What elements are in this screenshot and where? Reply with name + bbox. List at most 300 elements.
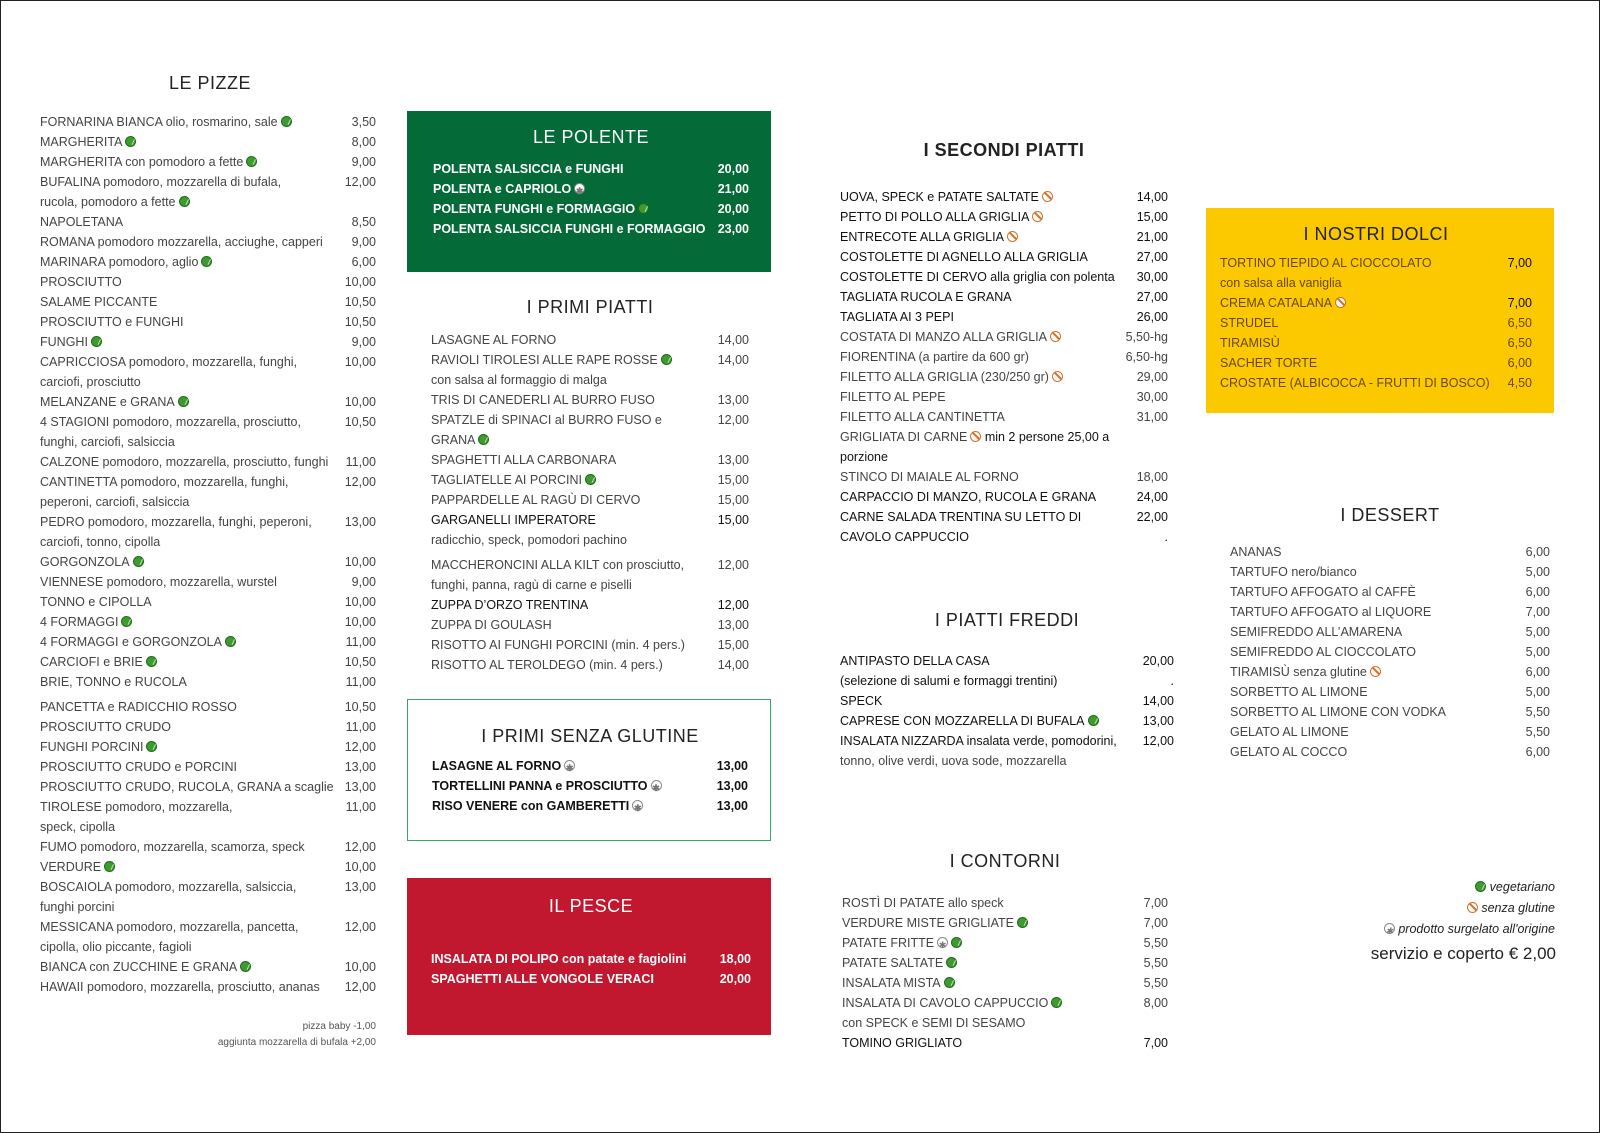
menu-item-name: PETTO DI POLLO ALLA GRIGLIA [840,207,1137,227]
primi-section [431,297,749,675]
vegetarian-icon [944,977,955,988]
menu-item [40,532,376,552]
menu-item [1220,273,1532,293]
menu-item [431,949,751,969]
menu-item-name: con SPECK e SEMI DI SESAMO [842,1016,1026,1030]
menu-item [40,332,376,352]
menu-item [1230,702,1550,722]
menu-item-price: 8,00 [1143,996,1168,1010]
menu-item-price: 24,00 [1136,490,1168,504]
menu-item-name: CANTINETTA pomodoro, mozzarella, funghi, [40,475,289,489]
menu-item-price: 12,00 [344,475,376,489]
menu-item-price: 13,00 [344,880,376,894]
vegetarian-icon [91,336,102,347]
menu-item-name: CALZONE pomodoro, mozzarella, prosciutto, funghi [40,455,329,469]
menu-item-name: PROSCIUTTO CRUDO [40,720,172,734]
menu-item-price: 13,00 [1142,714,1174,728]
menu-item-name: GELATO AL LIMONE [1230,725,1349,739]
menu-item [842,953,1168,973]
menu-item [40,672,376,692]
menu-item-name: SALAME PICCANTE [40,295,158,309]
legend-gf-label: senza glutine [1481,901,1555,915]
legend-veg-label: vegetariano [1489,880,1555,894]
menu-item-name: FIORENTINA (a partire da 600 gr) [840,350,1029,364]
menu-item-name: PEDRO pomodoro, mozzarella, funghi, peperoni, [40,515,312,529]
menu-item [431,510,749,530]
legend-gf [1340,898,1555,919]
menu-item [1220,353,1532,373]
menu-item-price: 13,00 [344,515,376,529]
menu-item-price: 6,00 [1525,545,1550,559]
menu-item [1230,722,1550,742]
menu-item [840,207,1168,227]
menu-item [40,612,376,632]
legend-frz-label: prodotto surgelato all'origine [1398,922,1555,936]
menu-item-price: 6,00 [1507,356,1532,370]
menu-item-name: UOVA, SPECK e PATATE SALTATE [840,187,1137,207]
menu-item-price: 20,00 [719,972,751,986]
menu-item [40,737,376,757]
menu-item-name: VERDURE [40,857,345,877]
menu-item-name: MARGHERITA con pomodoro a fette [40,152,352,172]
menu-item-name: TARTUFO nero/bianco [1230,565,1357,579]
menu-item-name: SPAGHETTI ALLE VONGOLE VERACI [431,972,654,986]
legend-frz [1340,919,1555,940]
menu-item-price: 12,00 [1142,734,1174,748]
menu-item [40,492,376,512]
pesce-list [431,949,751,989]
menu-item [840,487,1168,507]
menu-item-name: ANANAS [1230,545,1282,559]
contorni-list [842,893,1168,1053]
menu-item [842,1013,1168,1033]
menu-item [1230,662,1550,682]
menu-item [842,933,1168,953]
menu-item-name: SORBETTO AL LIMONE CON VODKA [1230,705,1447,719]
menu-item-name: cipolla, olio piccante, fagioli [40,940,192,954]
menu-item-name: FILETTO ALLA GRIGLIA (230/250 gr) [840,367,1137,387]
menu-item [1230,562,1550,582]
menu-item-price: 26,00 [1136,310,1168,324]
menu-item [40,512,376,532]
vegetarian-icon [951,937,962,948]
frozen-icon [632,800,643,811]
menu-item [840,711,1174,731]
menu-item-note: min 2 persone 25,00 a porzione [840,430,1110,464]
menu-item [432,796,748,816]
gluten-free-icon [1007,231,1018,242]
vegetarian-icon [146,656,157,667]
menu-item-name: TOMINO GRIGLIATO [842,1036,963,1050]
vegetarian-icon [946,957,957,968]
menu-item [40,757,376,777]
menu-item-name: COSTOLETTE DI AGNELLO ALLA GRIGLIA [840,250,1088,264]
gluten-free-icon [1042,191,1053,202]
menu-item-name: BUFALINA pomodoro, mozzarella di bufala, [40,175,282,189]
menu-item-name: INSALATA MISTA [842,973,1144,993]
menu-item-price: 5,00 [1525,625,1550,639]
menu-item-price: 15,00 [717,513,749,527]
menu-item-price: 15,00 [717,493,749,507]
menu-item [840,527,1168,547]
menu-item [40,372,376,392]
menu-item [1220,313,1532,333]
menu-item-price: 13,00 [717,453,749,467]
menu-item-name: con salsa alla vaniglia [1220,276,1342,290]
menu-item-name: PROSCIUTTO CRUDO e PORCINI [40,760,238,774]
menu-item-name: HAWAII pomodoro, mozzarella, prosciutto, ananas [40,980,320,994]
vegetarian-icon [179,196,190,207]
menu-item [433,159,749,179]
menu-item-price: 13,00 [344,780,376,794]
senza-title: I PRIMI SENZA GLUTINE [481,726,699,746]
menu-item [431,470,749,490]
menu-item [1230,542,1550,562]
menu-item-price: 12,00 [717,558,749,572]
menu-item [432,776,748,796]
menu-item-price: 6,50 [1507,316,1532,330]
menu-item [431,655,749,675]
vegetarian-icon [1017,917,1028,928]
menu-item [840,427,1168,467]
menu-item-name: STINCO DI MAIALE AL FORNO [840,470,1019,484]
menu-item [1220,293,1532,313]
menu-item-name: CAPRESE CON MOZZARELLA DI BUFALA [840,711,1143,731]
menu-item-name: TAGLIATELLE AI PORCINI [431,470,718,490]
menu-item [840,671,1174,691]
legend-veg [1340,877,1555,898]
menu-item-name: 4 FORMAGGI [40,612,345,632]
menu-item-price: 7,00 [1507,256,1532,270]
menu-item-name: INSALATA DI CAVOLO CAPPUCCIO [842,993,1144,1013]
menu-item-name: FUNGHI [40,332,352,352]
menu-item-name: FUMO pomodoro, mozzarella, scamorza, speck [40,840,305,854]
menu-item [40,212,376,232]
menu-item-name: SPECK [840,694,883,708]
menu-item-price: 29,00 [1136,370,1168,384]
menu-item [40,717,376,737]
menu-item [431,969,751,989]
vegetarian-icon [178,396,189,407]
menu-item [840,247,1168,267]
menu-item-price: 27,00 [1136,290,1168,304]
menu-item-price: 5,50 [1143,956,1168,970]
primi-title: I PRIMI PIATTI [526,297,654,317]
menu-item-name: POLENTA e CAPRIOLO✱ [433,179,718,199]
menu-item-name: INSALATA NIZZARDA insalata verde, pomodorini, [840,734,1117,748]
menu-item-price: 10,00 [344,960,376,974]
menu-item-price: 11,00 [345,720,376,734]
polente-box [407,111,771,272]
gluten-free-icon [970,431,981,442]
menu-item-name: FUNGHI PORCINI [40,737,345,757]
vegetarian-icon [1475,881,1486,892]
menu-item-name: SACHER TORTE [1220,356,1318,370]
menu-item [431,350,749,370]
note-bufala: aggiunta mozzarella di bufala +2,00 [217,1037,376,1048]
menu-item-price: 7,00 [1507,296,1532,310]
gluten-free-icon [1370,666,1381,677]
menu-item-price: 6,00 [1525,665,1550,679]
menu-item-name: POLENTA FUNGHI e FORMAGGIO [433,199,718,219]
menu-item [40,937,376,957]
menu-item [840,267,1168,287]
menu-item [40,232,376,252]
menu-item [1230,602,1550,622]
menu-item [431,615,749,635]
menu-item-name: FORNARINA BIANCA olio, rosmarino, sale [40,112,352,132]
gluten-free-icon [1467,902,1478,913]
menu-item-price: 15,00 [1136,210,1168,224]
frozen-icon [574,183,585,194]
menu-item [40,112,376,132]
pizze-notes [40,1019,376,1051]
menu-item [1230,742,1550,762]
menu-item-price: 7,00 [1143,1036,1168,1050]
menu-item-name: VERDURE MISTE GRIGLIATE [842,913,1144,933]
menu-item-price: 5,00 [1525,685,1550,699]
menu-item-name: TONNO e CIPOLLA [40,595,152,609]
pizze-section [40,73,376,1051]
menu-item-price: 3,50 [351,115,376,129]
menu-item-price: 5,50-hg [1125,330,1168,344]
menu-item-price: 11,00 [345,635,376,649]
vegetarian-icon [146,741,157,752]
menu-item-price: 18,00 [719,952,751,966]
menu-item-price: 10,00 [344,555,376,569]
menu-item-price: 10,00 [344,860,376,874]
menu-item [842,893,1168,913]
menu-item-price: 10,00 [344,395,376,409]
vegetarian-icon [201,256,212,267]
menu-item-price: 10,50 [344,315,376,329]
menu-item-name: MARINARA pomodoro, aglio [40,252,352,272]
menu-item-price: 5,00 [1525,565,1550,579]
menu-item-price: 21,00 [717,182,749,196]
menu-item-price: 12,00 [717,413,749,427]
frozen-icon [564,760,575,771]
menu-item [431,330,749,350]
menu-item [40,817,376,837]
menu-item [840,651,1174,671]
menu-item-price: 31,00 [1136,410,1168,424]
menu-item [431,450,749,470]
menu-item-name: TRIS DI CANEDERLI AL BURRO FUSO [431,393,655,407]
polente-list [433,159,749,239]
menu-item-name: VIENNESE pomodoro, mozzarella, wurstel [40,575,277,589]
menu-item [40,152,376,172]
menu-item-name: peperoni, carciofi, salsiccia [40,495,190,509]
menu-item [431,490,749,510]
menu-item-name: ANTIPASTO DELLA CASA [840,654,990,668]
menu-item-name: LASAGNE AL FORNO [431,333,557,347]
menu-item-price: 10,00 [344,275,376,289]
menu-item-price: 10,50 [344,700,376,714]
menu-item [840,327,1168,347]
menu-item-name: RISOTTO AL TEROLDEGO (min. 4 pers.) [431,658,663,672]
menu-item [40,272,376,292]
menu-item-name: SPAGHETTI ALLA CARBONARA [431,453,617,467]
menu-item-name: MARGHERITA [40,132,352,152]
menu-item-price: 6,00 [1525,585,1550,599]
menu-item [431,555,749,575]
dolci-list [1220,253,1532,393]
menu-item [842,1033,1168,1053]
menu-item [840,307,1168,327]
menu-item-price: 7,00 [1143,896,1168,910]
menu-item-name: funghi, carciofi, salsiccia [40,435,175,449]
menu-item-name: TIRAMISÙ [1220,336,1280,350]
vegetarian-icon [121,616,132,627]
menu-item-name: PROSCIUTTO CRUDO, RUCOLA, GRANA a scaglie [40,780,334,794]
menu-item-price: 11,00 [345,675,376,689]
vegetarian-icon [104,861,115,872]
menu-item [431,595,749,615]
menu-item-price: 12,00 [344,840,376,854]
menu-item-price: 30,00 [1136,270,1168,284]
menu-item-name: CARNE SALADA TRENTINA SU LETTO DI [840,510,1082,524]
menu-item [40,312,376,332]
menu-item [432,756,748,776]
menu-item-name: ENTRECOTE ALLA GRIGLIA [840,227,1137,247]
menu-item [840,691,1174,711]
menu-item [40,777,376,797]
menu-item-name: MELANZANE e GRANA [40,392,345,412]
menu-item-price: 4,50 [1507,376,1532,390]
menu-item-name: carciofi, prosciutto [40,375,141,389]
menu-item-price: 8,50 [351,215,376,229]
vegetarian-icon [478,434,489,445]
dessert-title: I DESSERT [1340,505,1440,525]
menu-item-name: SORBETTO AL LIMONE [1230,685,1368,699]
menu-item-price: . [1164,530,1168,544]
menu-item [40,432,376,452]
menu-item [840,751,1174,771]
freddi-section [840,610,1174,771]
menu-item-name: BIANCA con ZUCCHINE E GRANA [40,957,345,977]
menu-item-name: SPATZLE di SPINACI al BURRO FUSO e GRANA [431,413,662,447]
menu-item-name: carciofi, tonno, cipolla [40,535,161,549]
menu-item-price: 6,50-hg [1125,350,1168,364]
menu-item-price: 7,00 [1143,916,1168,930]
menu-item [433,219,749,239]
menu-item-price: 9,00 [351,335,376,349]
menu-item [431,575,749,595]
menu-item-price: 11,00 [345,800,376,814]
menu-item-name: funghi porcini [40,900,115,914]
menu-item [842,993,1168,1013]
menu-item-name: FILETTO AL PEPE [840,390,946,404]
menu-item-price: 9,00 [351,235,376,249]
senza-glutine-box [407,699,771,841]
menu-item [40,632,376,652]
pizze-title: LE PIZZE [168,73,252,93]
menu-item-price: 12,00 [344,175,376,189]
vegetarian-icon [240,961,251,972]
menu-item-price: 14,00 [1142,694,1174,708]
coperto-text: servizio e coperto € 2,00 [1370,944,1556,963]
menu-item [840,407,1168,427]
menu-item-price: 13,00 [717,393,749,407]
menu-item-price: 5,50 [1143,976,1168,990]
menu-item-name: COSTOLETTE DI CERVO alla griglia con polenta [840,270,1115,284]
menu-item-name: CROSTATE (ALBICOCCA - FRUTTI DI BOSCO) [1220,376,1490,390]
menu-item-price: 12,00 [344,740,376,754]
vegetarian-icon [1051,997,1062,1008]
menu-item-name: MESSICANA pomodoro, mozzarella, pancetta, [40,920,299,934]
menu-item [431,390,749,410]
menu-item-name: PROSCIUTTO [40,275,122,289]
menu-item-price: 10,00 [344,355,376,369]
menu-item-price: 9,00 [351,575,376,589]
vegetarian-icon [133,556,144,567]
menu-item-price: 5,50 [1525,725,1550,739]
menu-item-name: RISOTTO AI FUNGHI PORCINI (min. 4 pers.) [431,638,685,652]
menu-item [40,172,376,192]
dessert-section [1230,505,1550,762]
menu-item [840,227,1168,247]
menu-item [1230,682,1550,702]
menu-item-price: 20,00 [717,202,749,216]
contorni-section [842,851,1168,1053]
menu-item-name: rucola, pomodoro a fette [40,192,376,212]
menu-item-name: CAVOLO CAPPUCCIO [840,530,969,544]
menu-item [40,412,376,432]
vegetarian-icon [246,156,257,167]
gluten-free-icon [1032,211,1043,222]
menu-item-name: PROSCIUTTO e FUNGHI [40,315,184,329]
menu-item-name: ZUPPA D’ORZO TRENTINA [431,598,589,612]
vegetarian-icon [638,203,649,214]
menu-item [40,392,376,412]
menu-item-name: TARTUFO AFFOGATO al LIQUORE [1230,605,1432,619]
menu-item-name: MACCHERONCINI ALLA KILT con prosciutto, [431,558,685,572]
menu-item-name: radicchio, speck, pomodori pachino [431,533,627,547]
menu-item-price: 20,00 [717,162,749,176]
menu-item-price: 22,00 [1136,510,1168,524]
menu-item-price: 9,00 [351,155,376,169]
secondi-list [840,187,1168,547]
menu-item-price: 27,00 [1136,250,1168,264]
gluten-free-icon [1335,297,1346,308]
menu-item-price: 14,00 [1136,190,1168,204]
menu-item-price: 6,00 [1525,745,1550,759]
menu-item [433,199,749,219]
menu-item-name: GORGONZOLA [40,552,345,572]
menu-item-price: 20,00 [1142,654,1174,668]
menu-item [40,977,376,997]
menu-item [1220,333,1532,353]
menu-item-name: TAGLIATA AI 3 PEPI [840,310,954,324]
menu-item-name: CREMA CATALANA [1220,293,1508,313]
menu-item [40,552,376,572]
vegetarian-icon [585,474,596,485]
senza-list [432,756,748,816]
menu-item-price: 10,00 [344,595,376,609]
menu-item [431,370,749,390]
frozen-icon [1384,923,1395,934]
menu-item-name: 4 STAGIONI pomodoro, mozzarella, prosciutto, [40,415,301,429]
menu-item [40,897,376,917]
menu-item-price: 13,00 [716,779,748,793]
menu-item [40,252,376,272]
menu-item-price: 10,00 [344,615,376,629]
menu-item [40,572,376,592]
menu-item [842,913,1168,933]
vegetarian-icon [1088,715,1099,726]
pizze-list [40,112,376,997]
frozen-icon [937,937,948,948]
